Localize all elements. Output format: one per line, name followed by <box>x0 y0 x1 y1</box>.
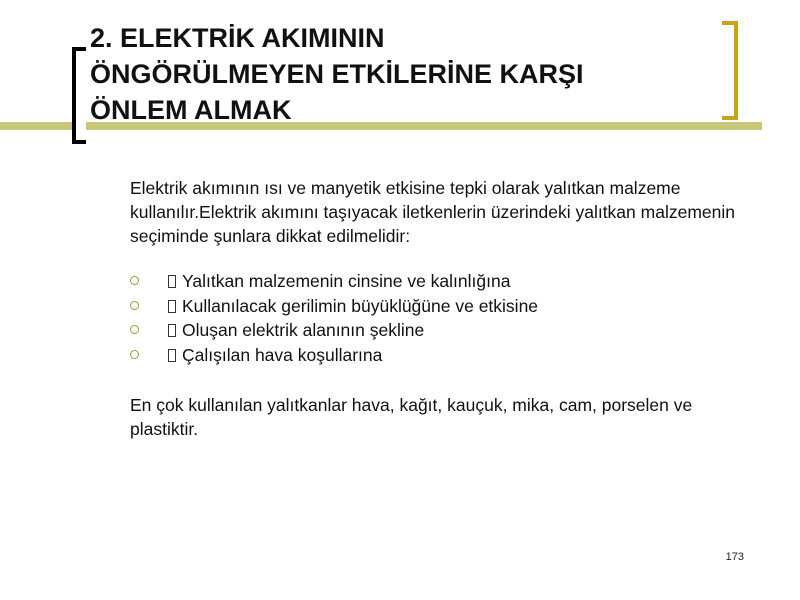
page-number: 173 <box>725 551 744 563</box>
bullet-text: Çalışılan hava koşullarına <box>182 344 383 365</box>
bullet-circle-icon <box>130 276 139 285</box>
slide-title <box>90 20 710 128</box>
bullet-text: Oluşan elektrik alanının şekline <box>182 320 425 340</box>
left-bracket-decoration <box>72 47 86 144</box>
missing-glyph-icon <box>168 275 176 288</box>
bullet-circle-icon <box>130 301 139 310</box>
list-item <box>130 269 538 294</box>
list-item <box>130 294 538 319</box>
bullet-text: Kullanılacak gerilimin büyüklüğüne ve etkisine <box>182 295 539 316</box>
bullet-circle-icon <box>130 350 139 359</box>
title-line-3: ÖNLEM ALMAK <box>90 95 292 125</box>
title-line-2: ÖNGÖRÜLMEYEN ETKİLERİNE KARŞI <box>90 59 584 89</box>
conclusion-paragraph: En çok kullanılan yalıtkanlar hava, kağıt, kauçuk, mika, cam, porselen ve plastiktir. <box>130 395 693 439</box>
list-item <box>130 318 538 343</box>
missing-glyph-icon <box>168 349 176 362</box>
intro-paragraph: Elektrik akımının ısı ve manyetik etkisine tepki olarak yalıtkan malzeme kullanılır.Elektrik akımını taşıyacak iletkenlerin üzerindeki yalıtkan malzemenin seçiminde şunlara dikkat edilmelidir: <box>130 178 735 246</box>
bullet-circle-icon <box>130 325 139 334</box>
missing-glyph-icon <box>168 324 176 337</box>
title-line-1: 2. ELEKTRİK AKIMININ <box>90 23 385 53</box>
bullet-text: Yalıtkan malzemenin cinsine ve kalınlığına <box>182 271 511 291</box>
missing-glyph-icon <box>168 300 176 313</box>
right-bracket-decoration <box>722 21 738 120</box>
list-item <box>130 343 538 368</box>
bullet-list <box>130 269 538 367</box>
